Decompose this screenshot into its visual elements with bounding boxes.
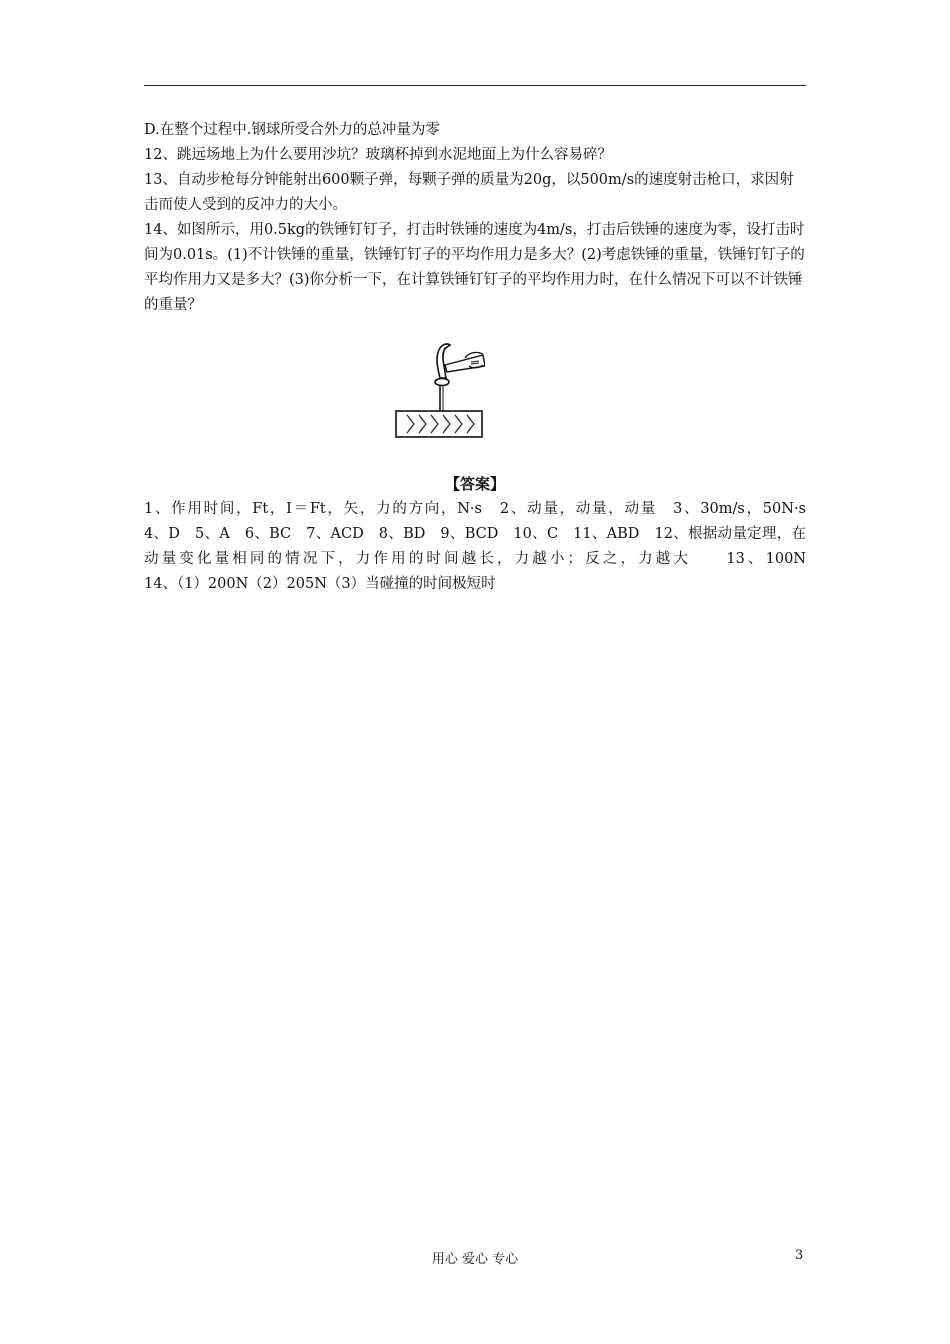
question-12: 12、跳远场地上为什么要用沙坑？玻璃杯掉到水泥地面上为什么容易碎？: [144, 147, 612, 163]
answers-title: 【答案】: [444, 475, 505, 493]
hammer-nail-figure: [393, 338, 485, 438]
footer-slogan: 用心 爱心 专心: [431, 1252, 519, 1267]
question-13: 13、自动步枪每分钟能射出600颗子弹，每颗子弹的质量为20g，以500m/s的速度射击枪口，求因射击而使人受到的反冲力的大小。: [144, 172, 794, 213]
question-11-option-d: D.在整个过程中.钢球所受合外力的总冲量为零: [144, 122, 440, 138]
answer-line: 动量变化量相同的情况下，力作用的时间越长，力越小；反之，力越大 13、100N: [144, 551, 806, 567]
answers-block: [144, 497, 806, 597]
wood-block: [396, 411, 482, 437]
hammer-face: [435, 379, 449, 386]
header-rule: [144, 85, 806, 86]
page-number: 3: [795, 1248, 804, 1263]
question-14: 14、如图所示，用0.5kg的铁锤钉钉子，打击时铁锤的速度为4m/s，打击后铁锤的速度为零，设打击时间为0.01s。(1)不计铁锤的重量，铁锤钉钉子的平均作用力是多大？(2)考虑铁锤的重量，铁锤钉钉子的平均作用力又是多大？(3)你分析一下，在计算铁锤钉钉子的平均作用力时，在什么情况下可以不计铁锤的重量？: [144, 222, 805, 313]
hammer-head: [437, 344, 450, 378]
hand-grip: [465, 352, 483, 367]
answer-line: 14、（1）200N（2）205N（3）当碰撞的时间极短时: [144, 576, 496, 592]
answer-line: 1、作用时间，Ft，I＝Ft，矢，力的方向，N·s 2、动量，动量，动量 3、30m/s，50N·s: [144, 501, 806, 517]
answer-line: 4、D 5、A 6、BC 7、ACD 8、BD 9、BCD 10、C 11、ABD 12、根据动量定理，在: [144, 526, 806, 542]
question-list: [144, 118, 806, 318]
wood-grain: [407, 415, 474, 433]
